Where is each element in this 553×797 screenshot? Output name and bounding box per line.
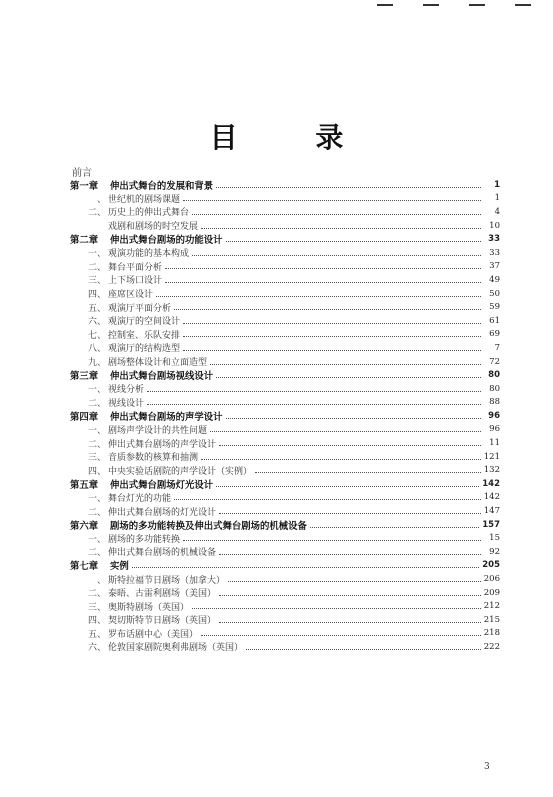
section-title: 座席区设计 bbox=[108, 290, 154, 301]
toc-page-number: 10 bbox=[489, 220, 500, 231]
section-title: 斯特拉福节日剧场（加拿大） bbox=[108, 575, 226, 586]
section-title: 泰晤、古雷利剧场（美国） bbox=[108, 589, 217, 600]
chapter-title: 伸出式舞台的发展和背景 bbox=[110, 180, 214, 192]
section-title: 舞台平面分析 bbox=[108, 262, 163, 273]
section-title: 剧场声学设计的共性问题 bbox=[108, 425, 208, 436]
dot-leader bbox=[216, 485, 479, 487]
toc-page-number: 1 bbox=[494, 193, 500, 204]
section-number: 三、 bbox=[87, 602, 106, 613]
section-number: 二、 bbox=[87, 208, 106, 219]
toc-page-number: 88 bbox=[489, 397, 500, 408]
page-number: 3 bbox=[484, 762, 490, 772]
section-title: 世纪机的剧场课题 bbox=[108, 194, 181, 205]
dot-leader bbox=[165, 281, 481, 283]
toc-section-row bbox=[70, 300, 500, 314]
dot-leader bbox=[226, 417, 481, 419]
toc-page-number: 49 bbox=[489, 274, 500, 285]
section-title: 观演厅的结构选型 bbox=[108, 344, 181, 355]
dot-leader bbox=[192, 607, 481, 609]
toc-section-row bbox=[70, 545, 500, 559]
toc-chapter-row bbox=[70, 232, 500, 246]
chapter-title: 伸出式舞台剧场视线设计 bbox=[110, 371, 214, 382]
dot-leader bbox=[310, 526, 479, 528]
toc-page-number: 132 bbox=[483, 465, 500, 476]
dot-leader bbox=[147, 390, 481, 392]
chapter-title: 伸出式舞台剧场的声学设计 bbox=[110, 411, 223, 423]
chapter-number: 第一章 bbox=[70, 180, 99, 192]
section-number: 八、 bbox=[87, 344, 106, 355]
section-title: 罗布话剧中心（美国） bbox=[108, 629, 199, 640]
section-title: 戏剧和剧场的时空发展 bbox=[108, 222, 199, 233]
section-title: 控制室、乐队安排 bbox=[108, 330, 181, 341]
dot-leader bbox=[216, 186, 481, 188]
toc-page-number: 96 bbox=[489, 424, 500, 435]
toc-section-row bbox=[70, 423, 500, 437]
section-number: 五、 bbox=[87, 303, 106, 314]
section-number: 九、 bbox=[87, 358, 106, 369]
toc-chapter-row bbox=[70, 518, 500, 532]
toc-page-number: 11 bbox=[489, 438, 500, 449]
section-number: 、 bbox=[96, 575, 106, 586]
chapter-number: 第二章 bbox=[70, 235, 99, 246]
dot-leader bbox=[183, 539, 481, 541]
dot-leader bbox=[147, 403, 481, 405]
dot-leader bbox=[174, 498, 481, 500]
scan-mark bbox=[377, 4, 393, 6]
dot-leader bbox=[219, 594, 481, 596]
toc-page-number: 209 bbox=[483, 587, 500, 598]
section-number: 一、 bbox=[87, 534, 106, 545]
toc-section-row bbox=[70, 463, 500, 477]
section-title: 剧场的多功能转换 bbox=[108, 534, 181, 545]
dot-leader bbox=[183, 335, 481, 337]
dot-leader bbox=[165, 267, 481, 269]
toc-section-row bbox=[70, 328, 500, 342]
section-number: 四、 bbox=[87, 466, 106, 477]
section-title: 音质参数的核算和抽测 bbox=[108, 453, 199, 464]
toc-section-row bbox=[70, 640, 500, 654]
preface-label: 前言 bbox=[72, 168, 92, 179]
toc-section-row bbox=[70, 355, 500, 369]
section-number: 、 bbox=[96, 194, 106, 205]
toc-page-number: 33 bbox=[488, 234, 500, 245]
section-title: 伸出式舞台剧场的机械设备 bbox=[108, 548, 217, 559]
section-title: 剧场整体设计和立面造型 bbox=[108, 358, 208, 369]
toc-page-number: 218 bbox=[483, 628, 500, 639]
chapter-number: 第六章 bbox=[70, 520, 99, 532]
dot-leader bbox=[216, 376, 481, 378]
dot-leader bbox=[192, 213, 481, 215]
scan-mark bbox=[515, 4, 531, 6]
scan-mark bbox=[469, 4, 485, 6]
toc-page-number: 80 bbox=[489, 383, 500, 394]
dot-leader bbox=[183, 322, 481, 324]
section-number: 二、 bbox=[87, 439, 106, 450]
section-title: 舞台灯光的功能 bbox=[108, 493, 172, 504]
toc-section-row bbox=[70, 192, 500, 206]
section-number: 四、 bbox=[87, 290, 106, 301]
section-title: 视线设计 bbox=[108, 398, 145, 409]
section-number: 三、 bbox=[87, 453, 106, 464]
chapter-number: 第五章 bbox=[70, 479, 99, 491]
toc-page-number: 157 bbox=[482, 519, 500, 530]
dot-leader bbox=[219, 621, 481, 623]
scan-edge-marks bbox=[377, 4, 531, 6]
toc-section-row bbox=[70, 260, 500, 274]
dot-leader bbox=[226, 240, 481, 242]
dot-leader bbox=[183, 199, 481, 201]
section-title: 上下场口设计 bbox=[108, 276, 163, 287]
section-title: 中央实验话剧院的声学设计（实例） bbox=[108, 466, 253, 477]
section-number: 一、 bbox=[87, 493, 106, 504]
toc-page-number: 7 bbox=[494, 342, 500, 353]
toc-chapter-row bbox=[70, 409, 500, 423]
toc-section-row bbox=[70, 504, 500, 518]
section-title: 观演厅的空间设计 bbox=[108, 317, 181, 328]
toc-section-row bbox=[70, 314, 500, 328]
toc-page-number: 92 bbox=[489, 546, 500, 557]
dot-leader bbox=[132, 566, 479, 568]
section-number: 一、 bbox=[87, 385, 106, 396]
section-title: 观演厅平面分析 bbox=[108, 303, 172, 314]
toc-page-number: 59 bbox=[489, 302, 500, 313]
toc-page-number: 4 bbox=[494, 206, 500, 217]
toc-section-row bbox=[70, 273, 500, 287]
dot-leader bbox=[210, 363, 481, 365]
toc-section-row bbox=[70, 246, 500, 260]
section-number: 二、 bbox=[87, 589, 106, 600]
dot-leader bbox=[192, 254, 481, 256]
toc-page-number: 96 bbox=[488, 410, 500, 421]
toc-section-row bbox=[70, 627, 500, 641]
dot-leader bbox=[201, 227, 481, 229]
section-title: 观演功能的基本构成 bbox=[108, 249, 190, 260]
toc-section-row bbox=[70, 205, 500, 219]
section-number: 三、 bbox=[87, 276, 106, 287]
section-number: 四、 bbox=[87, 616, 106, 627]
toc-chapter-row bbox=[70, 368, 500, 382]
toc-page-number: 147 bbox=[483, 506, 500, 517]
section-title: 视线分析 bbox=[108, 385, 145, 396]
toc-section-row bbox=[70, 613, 500, 627]
dot-leader bbox=[156, 295, 481, 297]
toc-section-row bbox=[70, 436, 500, 450]
section-number: 一、 bbox=[87, 425, 106, 436]
scan-mark bbox=[423, 4, 439, 6]
toc-page-number: 69 bbox=[489, 329, 500, 340]
chapter-title: 伸出式舞台剧场的功能设计 bbox=[110, 235, 223, 246]
toc-page-number: 50 bbox=[489, 288, 500, 299]
toc-section-row bbox=[70, 531, 500, 545]
dot-leader bbox=[255, 471, 481, 473]
section-title: 伸出式舞台剧场的灯光设计 bbox=[108, 507, 217, 518]
toc-section-row bbox=[70, 396, 500, 410]
toc-page-number: 205 bbox=[482, 560, 500, 571]
section-title: 契切斯特节日剧场（英国） bbox=[108, 616, 217, 627]
section-number: 六、 bbox=[87, 643, 106, 654]
toc-page-number: 33 bbox=[489, 247, 500, 258]
toc-page-number: 61 bbox=[489, 315, 500, 326]
chapter-number: 第三章 bbox=[70, 371, 99, 382]
dot-leader bbox=[228, 580, 481, 582]
toc-section-row bbox=[70, 491, 500, 505]
section-number: 七、 bbox=[87, 330, 106, 341]
chapter-number: 第四章 bbox=[70, 411, 99, 423]
table-of-contents bbox=[70, 178, 500, 654]
toc-page-number: 72 bbox=[489, 356, 500, 367]
chapter-title: 剧场的多功能转换及伸出式舞台剧场的机械设备 bbox=[110, 520, 307, 532]
section-number: 五、 bbox=[87, 629, 106, 640]
section-number: 二、 bbox=[87, 548, 106, 559]
toc-chapter-row bbox=[70, 178, 500, 192]
toc-page-number: 142 bbox=[482, 478, 500, 489]
toc-page-number: 121 bbox=[483, 451, 500, 462]
section-number: 六、 bbox=[87, 317, 106, 328]
dot-leader bbox=[201, 634, 481, 636]
section-title: 奥斯特剧场（英国） bbox=[108, 602, 190, 613]
toc-section-row bbox=[70, 572, 500, 586]
toc-page-number: 222 bbox=[483, 641, 500, 652]
toc-section-row bbox=[70, 599, 500, 613]
dot-leader bbox=[210, 430, 481, 432]
toc-section-row bbox=[70, 219, 500, 233]
toc-section-row bbox=[70, 341, 500, 355]
dot-leader bbox=[183, 349, 481, 351]
toc-page-number: 37 bbox=[489, 261, 500, 272]
section-number: 二、 bbox=[87, 262, 106, 273]
chapter-title: 伸出式舞台剧场灯光设计 bbox=[110, 479, 214, 491]
section-number: 一、 bbox=[87, 249, 106, 260]
chapter-title: 实例 bbox=[110, 561, 129, 573]
toc-page-number: 206 bbox=[483, 574, 500, 585]
section-number: 二、 bbox=[87, 398, 106, 409]
toc-page-number: 1 bbox=[494, 179, 500, 190]
toc-section-row bbox=[70, 382, 500, 396]
toc-section-row bbox=[70, 586, 500, 600]
toc-page-number: 15 bbox=[489, 533, 500, 544]
toc-chapter-row bbox=[70, 559, 500, 573]
toc-section-row bbox=[70, 287, 500, 301]
dot-leader bbox=[174, 308, 481, 310]
toc-page-number: 215 bbox=[483, 614, 500, 625]
dot-leader bbox=[201, 458, 481, 460]
toc-chapter-row bbox=[70, 477, 500, 491]
dot-leader bbox=[219, 512, 481, 514]
page-title: 目 录 bbox=[209, 121, 378, 154]
toc-page-number: 142 bbox=[483, 492, 500, 503]
toc-section-row bbox=[70, 450, 500, 464]
chapter-number: 第七章 bbox=[70, 561, 99, 573]
toc-page-number: 212 bbox=[483, 601, 500, 612]
section-title: 历史上的伸出式舞台 bbox=[108, 208, 190, 219]
dot-leader bbox=[246, 648, 481, 650]
toc-page-number: 80 bbox=[488, 370, 500, 381]
section-number: 二、 bbox=[87, 507, 106, 518]
dot-leader bbox=[219, 444, 481, 446]
dot-leader bbox=[219, 553, 481, 555]
section-title: 伦敦国家剧院奥利弗剧场（英国） bbox=[108, 643, 244, 654]
section-title: 伸出式舞台剧场的声学设计 bbox=[108, 439, 217, 450]
